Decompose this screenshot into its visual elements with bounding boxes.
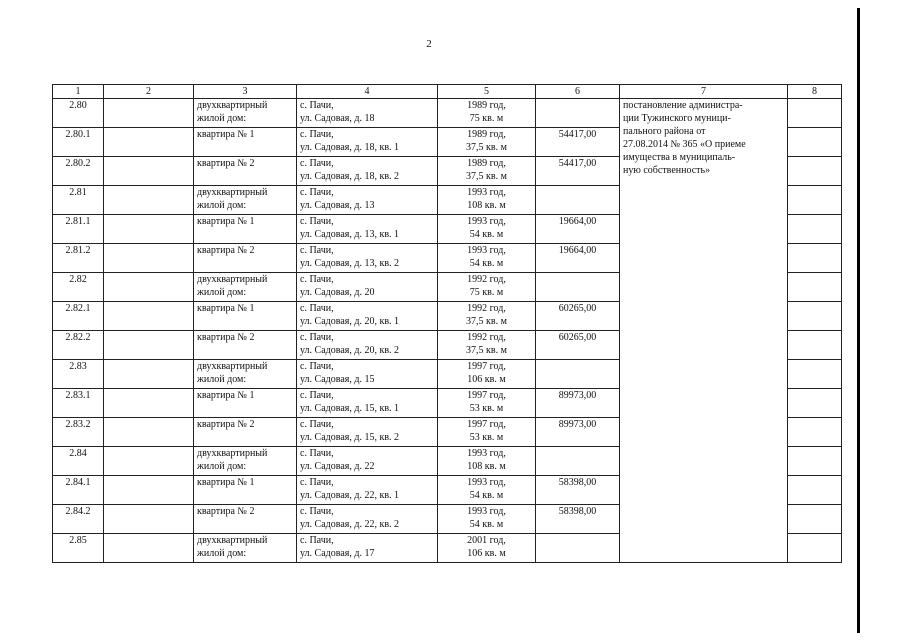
column-2-cell	[104, 99, 194, 128]
object-name-cell-line: квартира № 1	[197, 390, 255, 401]
column-8-cell	[788, 476, 842, 505]
year-area-cell-line: 1989 год,	[467, 129, 506, 140]
address-cell	[297, 157, 438, 186]
year-area-cell	[438, 360, 536, 389]
object-name-cell-line: квартира № 1	[197, 303, 255, 314]
address-cell	[297, 505, 438, 534]
cost-cell	[536, 302, 620, 331]
basis-document-line: имущества в муниципаль-	[623, 152, 736, 163]
cost-cell-line: 19664,00	[558, 216, 597, 227]
cost-cell	[536, 534, 620, 563]
column-8-cell	[788, 186, 842, 215]
column-2-cell	[104, 273, 194, 302]
address-cell	[297, 447, 438, 476]
item-number-cell	[53, 331, 104, 360]
address-cell-line: ул. Садовая, д. 18, кв. 1	[300, 142, 400, 153]
column-8-cell	[788, 505, 842, 534]
item-number-cell	[53, 447, 104, 476]
cost-cell	[536, 331, 620, 360]
object-name-cell-line: квартира № 1	[197, 216, 255, 227]
year-area-cell-line: 108 кв. м	[467, 461, 506, 472]
cost-cell	[536, 360, 620, 389]
address-cell	[297, 389, 438, 418]
column-2-cell	[104, 215, 194, 244]
year-area-cell	[438, 99, 536, 128]
item-number-cell-line: 2.83.1	[65, 390, 91, 401]
column-8-cell	[788, 157, 842, 186]
address-cell-line: с. Пачи,	[300, 129, 334, 140]
object-name-cell-line: квартира № 2	[197, 158, 255, 169]
column-8-cell	[788, 244, 842, 273]
year-area-cell-line: 1989 год,	[467, 158, 506, 169]
year-area-cell-line: 75 кв. м	[469, 113, 504, 124]
address-cell-line: с. Пачи,	[300, 274, 334, 285]
column-2-cell	[104, 157, 194, 186]
header-row	[53, 85, 842, 99]
address-cell-line: ул. Садовая, д. 18, кв. 2	[300, 171, 400, 182]
year-area-cell-line: 37,5 кв. м	[466, 142, 507, 153]
address-cell-line: ул. Садовая, д. 22, кв. 2	[300, 519, 400, 530]
object-name-cell	[194, 157, 297, 186]
year-area-cell	[438, 215, 536, 244]
address-cell	[297, 331, 438, 360]
column-header: 2	[104, 85, 194, 99]
column-header: 5	[438, 85, 536, 99]
address-cell-line: с. Пачи,	[300, 216, 334, 227]
year-area-cell	[438, 128, 536, 157]
object-name-cell-line: жилой дом:	[197, 287, 247, 298]
item-number-cell	[53, 273, 104, 302]
object-name-cell-line: жилой дом:	[197, 548, 247, 559]
column-header: 1	[53, 85, 104, 99]
year-area-cell	[438, 302, 536, 331]
column-2-cell	[104, 534, 194, 563]
column-2-cell	[104, 128, 194, 157]
address-cell	[297, 476, 438, 505]
cost-cell-line: 54417,00	[558, 158, 597, 169]
year-area-cell	[438, 389, 536, 418]
year-area-cell-line: 54 кв. м	[469, 490, 504, 501]
column-2-cell	[104, 244, 194, 273]
object-name-cell	[194, 389, 297, 418]
address-cell-line: ул. Садовая, д. 20, кв. 2	[300, 345, 400, 356]
object-name-cell-line: жилой дом:	[197, 200, 247, 211]
object-name-cell-line: квартира № 2	[197, 506, 255, 517]
cost-cell	[536, 215, 620, 244]
item-number-cell-line: 2.80.1	[65, 129, 91, 140]
item-number-cell	[53, 505, 104, 534]
object-name-cell	[194, 476, 297, 505]
object-name-cell-line: двухквартирный	[197, 274, 268, 285]
address-cell-line: с. Пачи,	[300, 448, 334, 459]
basis-document-cell	[620, 99, 788, 563]
address-cell-line: с. Пачи,	[300, 506, 334, 517]
item-number-cell	[53, 215, 104, 244]
year-area-cell	[438, 505, 536, 534]
basis-document-line: постановление администра-	[623, 100, 743, 111]
page-number: 2	[426, 38, 432, 50]
column-header: 8	[788, 85, 842, 99]
column-header: 4	[297, 85, 438, 99]
cost-cell-line: 60265,00	[558, 332, 597, 343]
object-name-cell	[194, 186, 297, 215]
item-number-cell	[53, 534, 104, 563]
item-number-cell	[53, 99, 104, 128]
address-cell	[297, 360, 438, 389]
column-2-cell	[104, 186, 194, 215]
column-2-cell	[104, 447, 194, 476]
cost-cell	[536, 99, 620, 128]
address-cell-line: ул. Садовая, д. 13, кв. 1	[300, 229, 400, 240]
year-area-cell-line: 75 кв. м	[469, 287, 504, 298]
column-8-cell	[788, 215, 842, 244]
cost-cell	[536, 273, 620, 302]
object-name-cell	[194, 447, 297, 476]
year-area-cell-line: 1989 год,	[467, 100, 506, 111]
year-area-cell	[438, 418, 536, 447]
address-cell	[297, 418, 438, 447]
year-area-cell-line: 54 кв. м	[469, 519, 504, 530]
object-name-cell	[194, 534, 297, 563]
year-area-cell	[438, 476, 536, 505]
object-name-cell-line: двухквартирный	[197, 535, 268, 546]
column-8-cell	[788, 302, 842, 331]
year-area-cell-line: 1997 год,	[467, 361, 506, 372]
address-cell-line: ул. Садовая, д. 18	[300, 113, 375, 124]
basis-document-line: ции Тужинского муници-	[623, 113, 731, 124]
year-area-cell-line: 1992 год,	[467, 303, 506, 314]
year-area-cell	[438, 447, 536, 476]
year-area-cell-line: 106 кв. м	[467, 548, 506, 559]
column-2-cell	[104, 360, 194, 389]
item-number-cell-line: 2.82.2	[65, 332, 91, 343]
column-8-cell	[788, 128, 842, 157]
address-cell-line: с. Пачи,	[300, 245, 334, 256]
basis-document-line: 27.08.2014 № 365 «О приеме	[623, 139, 746, 150]
year-area-cell-line: 2001 год,	[467, 535, 506, 546]
scan-edge-line	[857, 8, 860, 633]
item-number-cell-line: 2.83.2	[65, 419, 91, 430]
address-cell-line: с. Пачи,	[300, 332, 334, 343]
basis-document-line: пального района от	[623, 126, 706, 137]
year-area-cell-line: 1997 год,	[467, 419, 506, 430]
address-cell	[297, 302, 438, 331]
object-name-cell-line: двухквартирный	[197, 187, 268, 198]
item-number-cell-line: 2.80.2	[65, 158, 91, 169]
property-registry-table	[52, 84, 842, 563]
item-number-cell-line: 2.82.1	[65, 303, 91, 314]
year-area-cell-line: 1997 год,	[467, 390, 506, 401]
column-8-cell	[788, 389, 842, 418]
cost-cell	[536, 418, 620, 447]
item-number-cell	[53, 476, 104, 505]
object-name-cell	[194, 128, 297, 157]
address-cell-line: ул. Садовая, д. 13, кв. 2	[300, 258, 400, 269]
address-cell	[297, 128, 438, 157]
address-cell-line: ул. Садовая, д. 15, кв. 2	[300, 432, 400, 443]
address-cell-line: с. Пачи,	[300, 419, 334, 430]
year-area-cell-line: 37,5 кв. м	[466, 171, 507, 182]
object-name-cell-line: квартира № 2	[197, 419, 255, 430]
year-area-cell	[438, 331, 536, 360]
cost-cell	[536, 128, 620, 157]
column-2-cell	[104, 331, 194, 360]
cost-cell	[536, 447, 620, 476]
address-cell-line: ул. Садовая, д. 15	[300, 374, 375, 385]
column-header: 3	[194, 85, 297, 99]
year-area-cell-line: 1993 год,	[467, 477, 506, 488]
item-number-cell	[53, 360, 104, 389]
object-name-cell-line: жилой дом:	[197, 461, 247, 472]
year-area-cell	[438, 186, 536, 215]
item-number-cell	[53, 302, 104, 331]
object-name-cell-line: жилой дом:	[197, 113, 247, 124]
object-name-cell	[194, 505, 297, 534]
column-8-cell	[788, 447, 842, 476]
year-area-cell-line: 1993 год,	[467, 187, 506, 198]
address-cell	[297, 534, 438, 563]
address-cell-line: ул. Садовая, д. 15, кв. 1	[300, 403, 400, 414]
year-area-cell-line: 1993 год,	[467, 506, 506, 517]
year-area-cell-line: 53 кв. м	[469, 432, 504, 443]
year-area-cell-line: 1993 год,	[467, 216, 506, 227]
year-area-cell-line: 37,5 кв. м	[466, 316, 507, 327]
year-area-cell-line: 53 кв. м	[469, 403, 504, 414]
object-name-cell	[194, 99, 297, 128]
year-area-cell-line: 37,5 кв. м	[466, 345, 507, 356]
year-area-cell-line: 1992 год,	[467, 332, 506, 343]
cost-cell-line: 58398,00	[558, 506, 597, 517]
object-name-cell	[194, 273, 297, 302]
column-2-cell	[104, 389, 194, 418]
item-number-cell	[53, 418, 104, 447]
item-number-cell	[53, 186, 104, 215]
address-cell-line: с. Пачи,	[300, 535, 334, 546]
address-cell	[297, 99, 438, 128]
item-number-cell-line: 2.81.1	[65, 216, 91, 227]
column-8-cell	[788, 99, 842, 128]
address-cell-line: с. Пачи,	[300, 158, 334, 169]
cost-cell	[536, 389, 620, 418]
cost-cell-line: 89973,00	[558, 390, 597, 401]
column-2-cell	[104, 505, 194, 534]
object-name-cell-line: квартира № 1	[197, 477, 255, 488]
object-name-cell	[194, 418, 297, 447]
table-row	[53, 99, 842, 128]
cost-cell-line: 19664,00	[558, 245, 597, 256]
year-area-cell-line: 1993 год,	[467, 245, 506, 256]
year-area-cell	[438, 157, 536, 186]
cost-cell-line: 54417,00	[558, 129, 597, 140]
basis-document-line: ную собственность»	[623, 165, 711, 176]
object-name-cell-line: жилой дом:	[197, 374, 247, 385]
column-8-cell	[788, 534, 842, 563]
item-number-cell-line: 2.82	[69, 274, 87, 285]
item-number-cell-line: 2.80	[69, 100, 87, 111]
address-cell	[297, 244, 438, 273]
column-header: 7	[620, 85, 788, 99]
cost-cell	[536, 186, 620, 215]
column-8-cell	[788, 331, 842, 360]
cost-cell-line: 58398,00	[558, 477, 597, 488]
year-area-cell-line: 106 кв. м	[467, 374, 506, 385]
address-cell-line: с. Пачи,	[300, 477, 334, 488]
object-name-cell-line: квартира № 2	[197, 245, 255, 256]
item-number-cell-line: 2.84.1	[65, 477, 91, 488]
address-cell-line: ул. Садовая, д. 20, кв. 1	[300, 316, 400, 327]
cost-cell	[536, 157, 620, 186]
address-cell-line: ул. Садовая, д. 17	[300, 548, 375, 559]
object-name-cell-line: двухквартирный	[197, 100, 268, 111]
year-area-cell-line: 108 кв. м	[467, 200, 506, 211]
column-8-cell	[788, 360, 842, 389]
year-area-cell	[438, 244, 536, 273]
address-cell	[297, 215, 438, 244]
object-name-cell-line: квартира № 1	[197, 129, 255, 140]
cost-cell	[536, 244, 620, 273]
address-cell-line: с. Пачи,	[300, 303, 334, 314]
item-number-cell-line: 2.81.2	[65, 245, 91, 256]
year-area-cell-line: 1992 год,	[467, 274, 506, 285]
address-cell-line: ул. Садовая, д. 22	[300, 461, 375, 472]
year-area-cell	[438, 534, 536, 563]
item-number-cell-line: 2.84	[69, 448, 87, 459]
year-area-cell-line: 54 кв. м	[469, 258, 504, 269]
cost-cell	[536, 476, 620, 505]
column-8-cell	[788, 273, 842, 302]
object-name-cell-line: квартира № 2	[197, 332, 255, 343]
address-cell-line: с. Пачи,	[300, 361, 334, 372]
object-name-cell	[194, 360, 297, 389]
item-number-cell-line: 2.84.2	[65, 506, 91, 517]
item-number-cell	[53, 389, 104, 418]
item-number-cell	[53, 128, 104, 157]
item-number-cell	[53, 244, 104, 273]
address-cell-line: с. Пачи,	[300, 100, 334, 111]
item-number-cell-line: 2.85	[69, 535, 87, 546]
cost-cell-line: 60265,00	[558, 303, 597, 314]
address-cell-line: ул. Садовая, д. 13	[300, 200, 375, 211]
year-area-cell-line: 54 кв. м	[469, 229, 504, 240]
cost-cell	[536, 505, 620, 534]
address-cell-line: ул. Садовая, д. 22, кв. 1	[300, 490, 400, 501]
column-8-cell	[788, 418, 842, 447]
address-cell-line: с. Пачи,	[300, 187, 334, 198]
object-name-cell	[194, 302, 297, 331]
column-2-cell	[104, 476, 194, 505]
column-2-cell	[104, 418, 194, 447]
item-number-cell-line: 2.81	[69, 187, 87, 198]
object-name-cell	[194, 244, 297, 273]
item-number-cell	[53, 157, 104, 186]
object-name-cell-line: двухквартирный	[197, 361, 268, 372]
object-name-cell	[194, 331, 297, 360]
address-cell	[297, 273, 438, 302]
cost-cell-line: 89973,00	[558, 419, 597, 430]
year-area-cell-line: 1993 год,	[467, 448, 506, 459]
object-name-cell	[194, 215, 297, 244]
address-cell-line: ул. Садовая, д. 20	[300, 287, 375, 298]
item-number-cell-line: 2.83	[69, 361, 87, 372]
year-area-cell	[438, 273, 536, 302]
address-cell-line: с. Пачи,	[300, 390, 334, 401]
column-header: 6	[536, 85, 620, 99]
object-name-cell-line: двухквартирный	[197, 448, 268, 459]
address-cell	[297, 186, 438, 215]
column-2-cell	[104, 302, 194, 331]
